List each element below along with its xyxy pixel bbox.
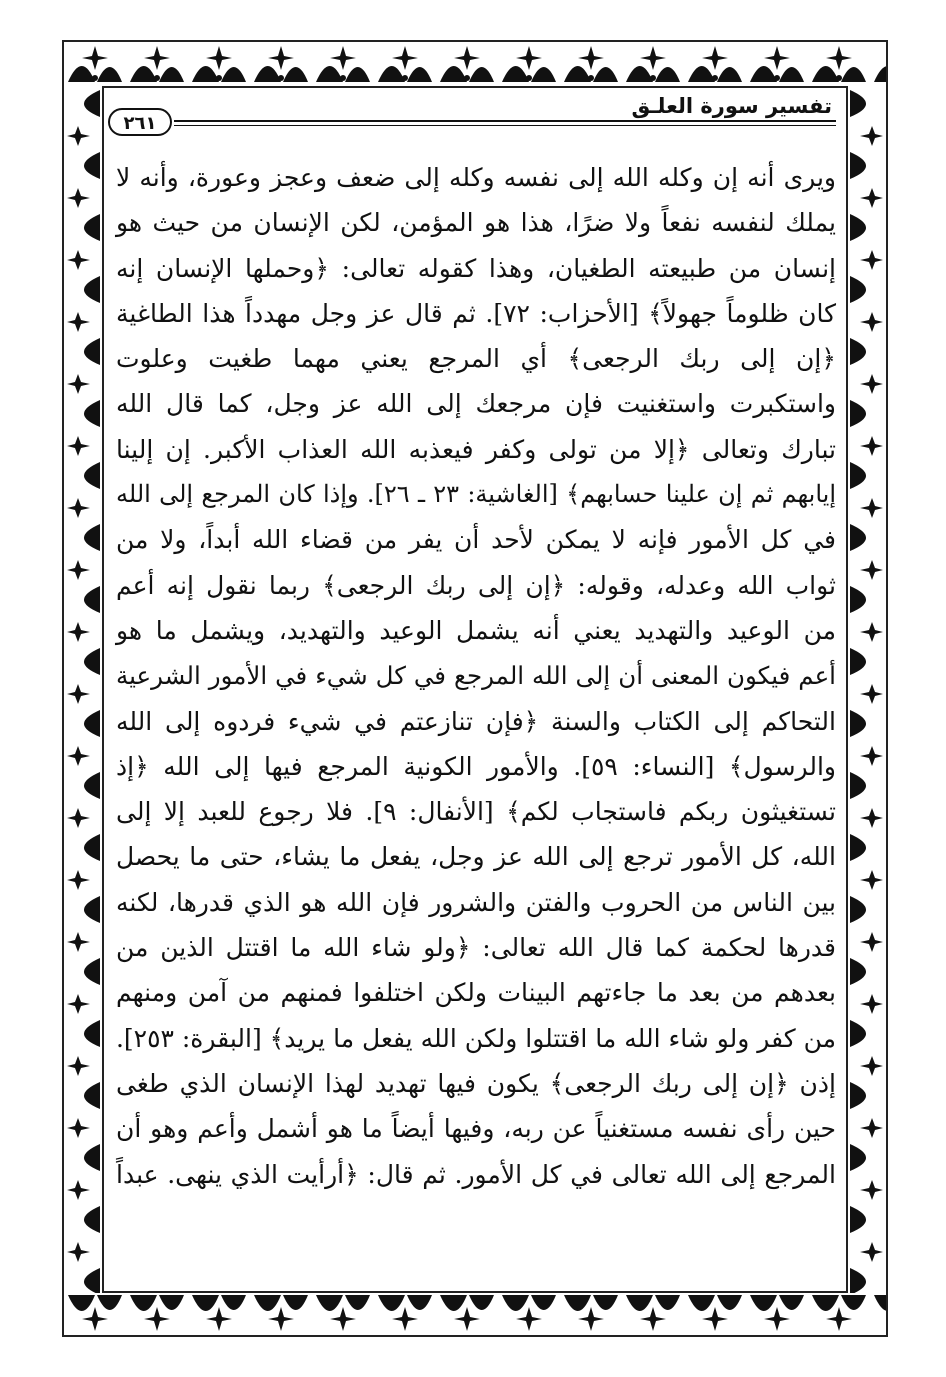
header-rule [174,120,836,122]
text-line: أعم فيكون المعنى أن إلى الله المرجع في كل شيء في الأمور الشرعية [116,661,836,691]
text-line: بين الناس من الحروب والفتن والشرور فإن الله هو الذي قدرها، لكنه [116,887,836,917]
text-line: إذن ﴿إن إلى ربك الرجعى﴾ يكون فيها تهديد لهذا الإنسان الذي طغى [116,1068,836,1098]
text-line: في كل الأمور فإنه لا يمكن لأحد أن يفر من قضاء الله أبداً، ولا من [116,525,836,555]
text-line: ويرى أنه إن وكله الله إلى نفسه وكله إلى ضعف وعجز وعورة، وأنه لا [116,163,836,192]
text-line: تبارك وتعالى ﴿إلا من تولى وكفر فيعذبه الله العذاب الأكبر. إن إلينا [116,434,836,464]
ornament-border-right [848,86,886,1293]
text-line: إنسان من طبيعته الطغيان، وهذا كقوله تعالى: ﴿وحملها الإنسان إنه [116,253,836,283]
text-line: قدرها لحكمة كما قال الله تعالى: ﴿ولو شاء الله ما اقتتل الذين من [116,933,836,963]
text-line: إيابهم ثم إن علينا حسابهم﴾ [الغاشية: ٢٣ ـ ٢٦]. وإذا كان المرجع إلى الله [116,480,837,509]
text-line: المرجع إلى الله تعالى في كل الأمور. ثم قال: ﴿أرأيت الذي ينهى. عبداً [116,1159,836,1189]
text-line: الله، كل الأمور ترجع إلى الله عز وجل، يفعل ما يشاء، حتى ما يحصل [116,842,836,872]
text-line: حين رأى نفسه مستغنياً عن ربه، وفيها أيضاً ما هو أشمل وأعم وهو أن [116,1114,836,1144]
text-line: تستغيثون ربكم فاستجاب لكم﴾ [الأنفال: ٩]. فلا رجوع للعبد إلا إلى [116,797,836,827]
text-line: ثواب الله وعدله، وقوله: ﴿إن إلى ربك الرجعى﴾ ربما نقول إنه أعم [116,570,836,600]
ornament-border-left [64,86,102,1293]
text-line: من كفر ولو شاء الله ما اقتتلوا ولكن الله يفعل ما يريد﴾ [البقرة: ٢٥٣]. [115,1023,836,1053]
body-text [116,155,836,1197]
text-line: التحاكم إلى الكتاب والسنة ﴿فإن تنازعتم في شيء فردوه إلى الله [116,706,836,736]
running-title: تفسير سورة العلـق [631,94,832,118]
text-line: واستكبرت واستغنيت فإن مرجعك إلى الله عز وجل، كما قال الله [116,389,836,419]
text-line: من الوعيد والتهديد يعني أنه يشمل الوعيد والتهديد، ويشمل ما هو [116,615,836,645]
page-number: ٢٦١ [108,108,172,136]
ornament-border-bottom [64,1293,886,1335]
ornament-border-top [64,42,886,86]
text-line: بعدهم من بعد ما جاءتهم البينات ولكن اختلفوا فمنهم من آمن ومنهم [116,978,836,1008]
header-rule-thin [174,125,836,126]
text-line: ﴿إن إلى ربك الرجعى﴾ أي المرجع يعني مهما طغيت وعلوت [116,344,836,374]
text-line: كان ظلوماً جهولاً﴾ [الأحزاب: ٧٢]. ثم قال عز وجل مهدداً هذا الطاغية [116,298,837,328]
text-line: يملك لنفسه نفعاً ولا ضرًا، هذا هو المؤمن، لكن الإنسان من حيث هو [116,208,836,238]
text-line: والرسول﴾ [النساء: ٥٩]. والأمور الكونية المرجع فيها إلى الله ﴿إذ [116,751,836,781]
page-header [104,90,846,140]
